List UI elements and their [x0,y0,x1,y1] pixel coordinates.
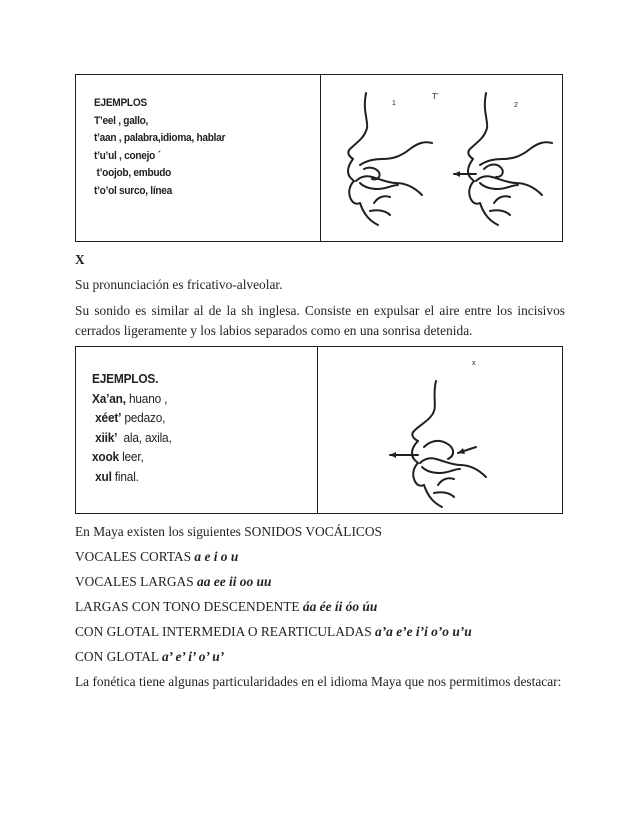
mouth-profile-illustration-x [326,351,562,511]
example-word: xiik’ [92,430,118,445]
paragraph: Su sonido es similar al de la sh inglesa. Consiste en expulsar el aire entre los incisivos cerrados ligeramente y los labios separados como en una sonrisa detenida. [75,303,565,338]
example-line: t’oojob, embudo [94,167,172,180]
example-meaning: huano , [125,391,168,406]
vowel-label: CON GLOTAL [75,649,162,664]
vowel-value: aa ee ii oo uu [197,574,272,589]
vowel-value: áa ée íi óo úu [302,599,378,614]
example-line: t’o’ol surco, línea [94,184,172,197]
examples-list-x [92,370,172,487]
figure-label: T’ [432,92,439,101]
example-meaning: final. [111,469,139,484]
vowel-value: a’a e’e i’i o’o u’u [375,624,472,639]
examples-box-x [75,346,563,514]
figure-label: 2 [514,102,518,109]
vowel-label: LARGAS CON TONO DESCENDENTE [75,599,303,614]
vowel-label: VOCALES CORTAS [75,549,195,564]
example-word: xul [92,469,112,484]
vowel-label: CON GLOTAL INTERMEDIA O REARTICULADAS [75,624,376,639]
examples-title: EJEMPLOS [94,97,147,109]
figure-label: 1 [392,100,396,107]
box-divider [317,347,318,513]
example-meaning: ala, axila, [117,430,172,445]
example-word: xéet’ [92,411,122,425]
paragraph: Su pronunciación es fricativo-alveolar. [75,277,283,292]
mouth-profile-illustration-t [326,79,562,239]
paragraph: En Maya existen los siguientes SONIDOS VOCÁLICOS [75,524,382,539]
vowel-row [75,622,565,642]
examples-list-t [94,95,225,201]
example-line: t’aan , palabra,idioma, hablar [94,132,226,145]
example-word: Xa’an, [92,391,126,406]
vowel-row [75,647,565,667]
vowel-row [75,547,565,567]
example-word: xook [92,450,119,464]
figure-label: x [472,360,476,367]
vowel-row [75,597,565,617]
vowel-value: a e i o u [194,549,239,564]
vowel-row [75,572,565,592]
examples-title: EJEMPLOS. [92,372,159,386]
vowel-label: VOCALES LARGAS [75,574,198,589]
paragraph: La fonética tiene algunas particularidades en el idioma Maya que nos permitimos destacar: [75,674,562,689]
box-divider [320,75,321,241]
section-heading: X [75,252,85,267]
vowel-value: a’ e’ i’ o’ u’ [161,649,225,664]
examples-box-t [75,74,563,242]
example-line: t’u’ul , conejo ´ [94,149,161,162]
example-line: T’eel , gallo, [94,114,149,127]
example-meaning: leer, [118,450,144,464]
example-meaning: pedazo, [121,411,166,425]
